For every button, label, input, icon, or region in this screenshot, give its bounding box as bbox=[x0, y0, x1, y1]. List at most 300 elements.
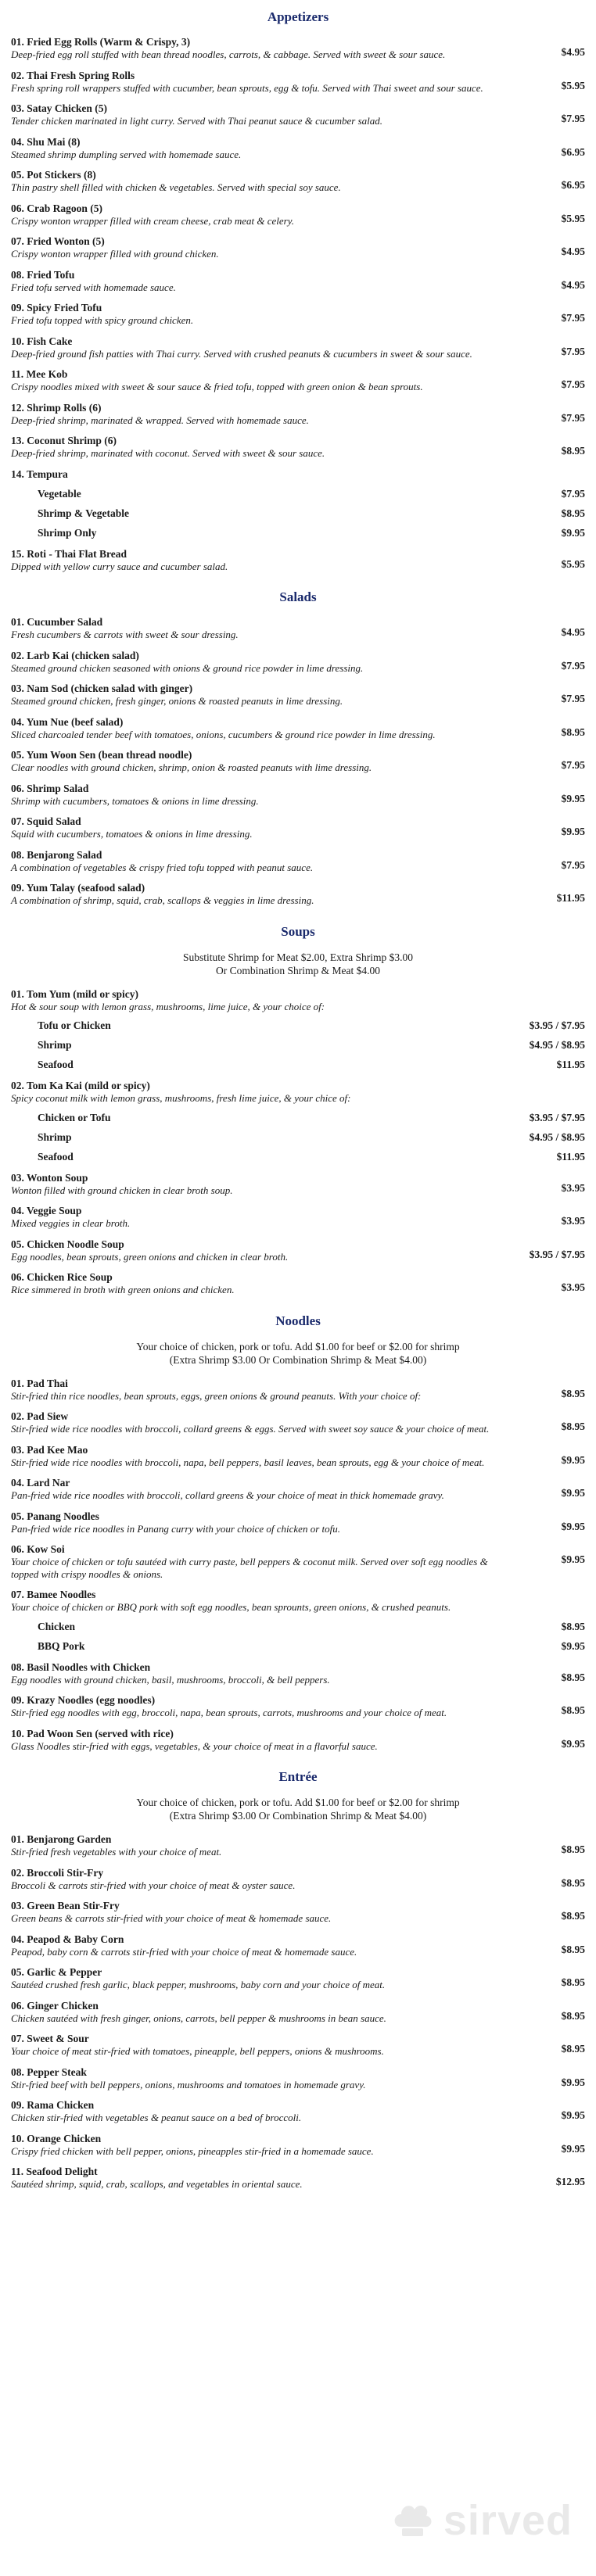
item-name: 09. Rama Chicken bbox=[11, 2099, 95, 2111]
item-name: 06. Ginger Chicken bbox=[11, 1999, 99, 2012]
menu-item bbox=[11, 1080, 585, 1105]
item-name: 02. Thai Fresh Spring Rolls bbox=[11, 69, 135, 81]
item-description: Pan-fried wide rice noodles with broccoli, collard greens & your choice of meat in thick homemade gravy. bbox=[11, 1489, 444, 1501]
watermark bbox=[389, 2496, 573, 2545]
menu-item-text bbox=[11, 2133, 515, 2158]
item-price: $3.95 bbox=[561, 1215, 585, 1227]
item-price: $8.95 bbox=[561, 1943, 585, 1955]
item-name: 01. Benjarong Garden bbox=[11, 1833, 112, 1845]
menu-item bbox=[11, 1933, 585, 1958]
menu-item bbox=[11, 1833, 585, 1858]
item-name: 05. Garlic & Pepper bbox=[11, 1966, 102, 1978]
subitem-price: $11.95 bbox=[556, 1150, 585, 1163]
menu-item bbox=[11, 616, 585, 641]
menu-item-text bbox=[11, 1900, 515, 1925]
item-description: Pan-fried wide rice noodles in Panang curry with your choice of chicken or tofu. bbox=[11, 1522, 340, 1535]
menu-item bbox=[11, 2133, 585, 2158]
item-description: Fresh cucumbers & carrots with sweet & sour dressing. bbox=[11, 629, 239, 640]
menu-item-text bbox=[11, 616, 515, 641]
item-description: A combination of shrimp, squid, crab, scallops & veggies in lime dressing. bbox=[11, 894, 314, 906]
item-name: 03. Nam Sod (chicken salad with ginger) bbox=[11, 683, 193, 694]
menu-item bbox=[11, 1410, 585, 1435]
menu-item-text bbox=[11, 1589, 515, 1614]
menu-item bbox=[11, 1172, 585, 1197]
item-name: 08. Fried Tofu bbox=[11, 268, 75, 281]
item-price: $8.95 bbox=[561, 1421, 585, 1432]
menu-item bbox=[11, 435, 585, 460]
item-name: 07. Squid Salad bbox=[11, 815, 81, 827]
menu-item bbox=[11, 1378, 585, 1403]
item-description: Crispy fried chicken with bell pepper, onions, pineapples stir-fried in a homemade sauce. bbox=[11, 2144, 374, 2157]
item-price: $9.95 bbox=[561, 826, 585, 837]
item-description: Your choice of chicken or BBQ pork with soft egg noodles, bean sprounts, green onions, & crushed peanuts. bbox=[11, 1601, 451, 1613]
menu-item bbox=[11, 1661, 585, 1686]
menu-item bbox=[11, 1966, 585, 1991]
menu-item-text bbox=[11, 1543, 515, 1580]
item-description: Squid with cucumbers, tomatoes & onions in lime dressing. bbox=[11, 828, 253, 840]
menu-item bbox=[11, 235, 585, 260]
item-name: 07. Fried Wonton (5) bbox=[11, 235, 105, 247]
menu-item bbox=[11, 1205, 585, 1230]
item-price: $7.95 bbox=[561, 659, 585, 672]
watermark-text: sirved bbox=[443, 2497, 573, 2544]
item-name: 05. Chicken Noodle Soup bbox=[11, 1238, 124, 1250]
item-price: $9.95 bbox=[561, 1520, 585, 1532]
item-price: $9.95 bbox=[561, 2076, 585, 2088]
subitem-name: Shrimp bbox=[38, 1130, 72, 1143]
item-description: Deep-fried egg roll stuffed with bean thread noodles, carrots, & cabbage. Served with sweet & sour sauce. bbox=[11, 48, 446, 60]
item-description: Crispy noodles mixed with sweet & sour sauce & fried tofu, topped with green onion & bean sprouts. bbox=[11, 381, 423, 392]
menu-item bbox=[11, 1477, 585, 1502]
subitem-name: Chicken bbox=[38, 1620, 76, 1632]
item-price: $12.95 bbox=[555, 2176, 585, 2187]
subitem-name: Seafood bbox=[38, 1059, 74, 1070]
menu-item bbox=[11, 1543, 585, 1580]
item-price bbox=[515, 1589, 585, 1599]
menu-item bbox=[11, 988, 585, 1013]
menu-item bbox=[11, 716, 585, 741]
section-title: Appetizers bbox=[267, 9, 329, 24]
item-description: Sautéed crushed fresh garlic, black pepper, mushrooms, baby corn and your choice of meat. bbox=[11, 1979, 386, 1990]
menu-item-text bbox=[11, 783, 515, 808]
subitem-price: $9.95 bbox=[561, 526, 585, 539]
menu-item-text bbox=[11, 1271, 515, 1296]
subitem-name: BBQ Pork bbox=[38, 1639, 85, 1652]
menu-item bbox=[11, 2033, 585, 2058]
menu-item bbox=[11, 402, 585, 427]
item-description: Crispy wonton wrapper filled with ground chicken. bbox=[11, 248, 219, 260]
menu-item bbox=[11, 202, 585, 228]
item-description: Fried tofu topped with spicy ground chicken. bbox=[11, 314, 194, 326]
subitem-price: $7.95 bbox=[561, 487, 585, 500]
item-name: 04. Peapod & Baby Corn bbox=[11, 1933, 124, 1945]
item-name: 06. Crab Ragoon (5) bbox=[11, 202, 102, 214]
menu-item bbox=[11, 2000, 585, 2025]
item-description: Shrimp with cucumbers, tomatoes & onions in lime dressing. bbox=[11, 794, 259, 807]
menu-item bbox=[11, 2166, 585, 2191]
subitem-price: $9.95 bbox=[561, 1639, 585, 1652]
item-name: 05. Panang Noodles bbox=[11, 1510, 99, 1522]
item-price: $8.95 bbox=[561, 726, 585, 738]
menu-item bbox=[11, 1444, 585, 1469]
menu-item-text bbox=[11, 815, 515, 840]
item-description: Stir-fried thin rice noodles, bean sprouts, eggs, green onions & ground peanuts. With your choice of: bbox=[11, 1389, 422, 1402]
menu-item bbox=[11, 683, 585, 708]
menu-item-text bbox=[11, 882, 515, 907]
menu-item bbox=[11, 882, 585, 907]
item-description: Green beans & carrots stir-fried with your choice of meat & homemade sauce. bbox=[11, 1912, 332, 1924]
subitem-price: $3.95 / $7.95 bbox=[529, 1019, 585, 1031]
item-price: $7.95 bbox=[561, 858, 585, 871]
item-name: 13. Coconut Shrimp (6) bbox=[11, 435, 117, 446]
item-price: $9.95 bbox=[561, 1553, 585, 1565]
menu-section-appetizers bbox=[11, 9, 585, 572]
item-description: Your choice of chicken or tofu sautéed with curry paste, bell peppers & coconut milk. Served over soft egg noodles & topped with crispy noodles & onions. bbox=[11, 1556, 488, 1580]
menu-item-text bbox=[11, 2000, 515, 2025]
menu-item-text bbox=[11, 1933, 515, 1958]
menu-item-text bbox=[11, 435, 515, 460]
section-note: Substitute Shrimp for Meat $2.00, Extra Shrimp $3.00 Or Combination Shrimp & Meat $4.00 bbox=[183, 951, 413, 976]
item-name: 03. Satay Chicken (5) bbox=[11, 102, 108, 114]
item-name: 09. Spicy Fried Tofu bbox=[11, 302, 102, 313]
subitem-name: Tofu or Chicken bbox=[38, 1019, 111, 1031]
item-name: 09. Yum Talay (seafood salad) bbox=[11, 882, 145, 894]
menu-subitem bbox=[38, 1039, 585, 1052]
item-description: Steamed ground chicken, fresh ginger, onions & roasted peanuts in lime dressing. bbox=[11, 695, 343, 707]
item-price: $9.95 bbox=[561, 1487, 585, 1499]
subitem-name: Seafood bbox=[38, 1150, 74, 1163]
menu-item-text bbox=[11, 1728, 515, 1753]
item-name: 11. Mee Kob bbox=[11, 368, 68, 380]
subitem-price: $4.95 / $8.95 bbox=[529, 1130, 585, 1143]
menu-item-text bbox=[11, 1661, 515, 1686]
menu-item-text bbox=[11, 402, 515, 427]
item-description: Chicken sautéed with fresh ginger, onions, carrots, bell pepper & mushrooms in bean sauce. bbox=[11, 2012, 386, 2024]
item-price: $7.95 bbox=[561, 411, 585, 424]
item-description: Stir-fried egg noodles with egg, broccoli, napa, bean sprouts, carrots, mushrooms and your choice of meat. bbox=[11, 1707, 447, 1718]
subitem-price: $3.95 / $7.95 bbox=[529, 1111, 585, 1123]
menu-section-entree bbox=[11, 1769, 585, 2191]
menu-item bbox=[11, 1271, 585, 1296]
item-price: $7.95 bbox=[561, 693, 585, 704]
item-price: $7.95 bbox=[561, 378, 585, 390]
item-name: 06. Chicken Rice Soup bbox=[11, 1271, 113, 1283]
item-description: Tender chicken marinated in light curry. Served with Thai peanut sauce & cucumber salad. bbox=[11, 115, 383, 127]
menu-item bbox=[11, 368, 585, 393]
item-price: $7.95 bbox=[561, 345, 585, 357]
menu-item-text bbox=[11, 2066, 515, 2091]
item-price: $8.95 bbox=[561, 1910, 585, 1922]
item-description: Wonton filled with ground chicken in clear broth soup. bbox=[11, 1184, 233, 1196]
item-price: $8.95 bbox=[561, 1704, 585, 1716]
menu-item-text bbox=[11, 2099, 515, 2124]
menu-item-text bbox=[11, 102, 515, 127]
menu-item-text bbox=[11, 468, 515, 481]
item-description: Crispy wonton wrapper filled with cream cheese, crab meat & celery. bbox=[11, 214, 295, 227]
menu-item bbox=[11, 1238, 585, 1263]
menu-item-text bbox=[11, 335, 515, 360]
item-price: $7.95 bbox=[561, 113, 585, 124]
subitem-price: $8.95 bbox=[561, 507, 585, 519]
item-name: 14. Tempura bbox=[11, 468, 68, 480]
menu-item-text bbox=[11, 1172, 515, 1197]
item-description: Spicy coconut milk with lemon grass, mushrooms, fresh lime juice, & your chice of: bbox=[11, 1092, 351, 1104]
menu-item-text bbox=[11, 202, 515, 228]
menu-item-text bbox=[11, 1080, 515, 1105]
item-price: $4.95 bbox=[561, 245, 585, 257]
menu-subitem bbox=[38, 1640, 585, 1653]
item-description: Stir-fried wide rice noodles with broccoli, napa, bell peppers, basil leaves, bean sprouts, egg & your choice of meat. bbox=[11, 1456, 485, 1468]
menu-item bbox=[11, 169, 585, 194]
menu-section-noodles bbox=[11, 1313, 585, 1753]
chef-hat-icon bbox=[389, 2497, 436, 2544]
menu-item-text bbox=[11, 1510, 515, 1535]
menu-item-text bbox=[11, 849, 515, 874]
item-name: 01. Pad Thai bbox=[11, 1377, 68, 1389]
menu-item bbox=[11, 1867, 585, 1892]
menu-item bbox=[11, 335, 585, 360]
subitem-name: Vegetable bbox=[38, 487, 81, 500]
menu-subitem bbox=[38, 1059, 585, 1071]
menu-item bbox=[11, 302, 585, 327]
item-name: 05. Yum Woon Sen (bean thread noodle) bbox=[11, 749, 192, 761]
menu-item-text bbox=[11, 1867, 515, 1892]
menu-item-text bbox=[11, 1410, 515, 1435]
item-name: 02. Larb Kai (chicken salad) bbox=[11, 649, 139, 661]
item-name: 01. Fried Egg Rolls (Warm & Crispy, 3) bbox=[11, 36, 191, 48]
item-description: Glass Noodles stir-fried with eggs, vegetables, & your choice of meat in a flavorful sauce. bbox=[11, 1739, 378, 1752]
menu-item bbox=[11, 849, 585, 874]
subitem-price: $11.95 bbox=[556, 1059, 585, 1070]
item-description: Sautéed shrimp, squid, crab, scallops, and vegetables in oriental sauce. bbox=[11, 2178, 303, 2190]
item-name: 03. Wonton Soup bbox=[11, 1171, 88, 1184]
menu-item-text bbox=[11, 1694, 515, 1719]
subitem-price: $8.95 bbox=[561, 1620, 585, 1632]
menu-item bbox=[11, 1900, 585, 1925]
section-note: Your choice of chicken, pork or tofu. Add $1.00 for beef or $2.00 for shrimp (Extra Shrimp $3.00 Or Combination Shrimp & Meat $4.00) bbox=[136, 1797, 460, 1822]
item-price: $3.95 bbox=[561, 1181, 585, 1194]
menu-item-text bbox=[11, 235, 515, 260]
item-price: $8.95 bbox=[561, 1671, 585, 1683]
menu-item-text bbox=[11, 302, 515, 327]
item-description: Hot & sour soup with lemon grass, mushrooms, lime juice, & your choice of: bbox=[11, 1000, 325, 1012]
item-name: 07. Sweet & Sour bbox=[11, 2033, 89, 2044]
item-name: 01. Cucumber Salad bbox=[11, 616, 103, 628]
item-name: 10. Orange Chicken bbox=[11, 2132, 102, 2144]
subitem-name: Shrimp bbox=[38, 1039, 72, 1051]
item-price: $8.95 bbox=[561, 2043, 585, 2055]
item-name: 07. Bamee Noodles bbox=[11, 1589, 96, 1600]
menu-item bbox=[11, 783, 585, 808]
item-price: $8.95 bbox=[561, 1876, 585, 1889]
menu-subitem bbox=[38, 1131, 585, 1144]
item-description: Broccoli & carrots stir-fried with your choice of meat & oyster sauce. bbox=[11, 1879, 296, 1891]
menu-item-text bbox=[11, 1833, 515, 1858]
menu-item-text bbox=[11, 1205, 515, 1230]
menu-item-text bbox=[11, 2033, 515, 2058]
menu-item bbox=[11, 36, 585, 61]
item-price: $8.95 bbox=[561, 2009, 585, 2022]
menu-item-text bbox=[11, 169, 515, 194]
menu-item bbox=[11, 1728, 585, 1753]
section-title: Entrée bbox=[278, 1769, 318, 1784]
item-price: $3.95 / $7.95 bbox=[529, 1248, 585, 1260]
item-description: Steamed shrimp dumpling served with homemade sauce. bbox=[11, 148, 242, 160]
item-description: Deep-fried ground fish patties with Thai curry. Served with crushed peanuts & cucumbers in sweet & sour sauce. bbox=[11, 347, 472, 360]
item-price: $9.95 bbox=[561, 1737, 585, 1750]
menu-item-text bbox=[11, 1444, 515, 1469]
menu-section-soups bbox=[11, 924, 585, 1296]
section-title: Noodles bbox=[275, 1313, 321, 1328]
item-description: Deep-fried shrimp, marinated with coconut. Served with sweet & sour sauce. bbox=[11, 447, 325, 459]
item-price: $3.95 bbox=[561, 1281, 585, 1293]
menu-item bbox=[11, 1694, 585, 1719]
item-name: 04. Shu Mai (8) bbox=[11, 135, 81, 148]
menu-item bbox=[11, 136, 585, 161]
subitem-price: $4.95 / $8.95 bbox=[529, 1039, 585, 1051]
menu-section-salads bbox=[11, 589, 585, 907]
item-description: Thin pastry shell filled with chicken & vegetables. Served with special soy sauce. bbox=[11, 181, 341, 193]
menu-item bbox=[11, 102, 585, 127]
menu-item bbox=[11, 468, 585, 481]
item-price bbox=[515, 1080, 585, 1090]
menu-item bbox=[11, 2099, 585, 2124]
menu-item bbox=[11, 1510, 585, 1535]
item-name: 06. Shrimp Salad bbox=[11, 782, 89, 794]
item-description: Your choice of meat stir-fried with tomatoes, pineapple, bell peppers, onions & mushrooms. bbox=[11, 2045, 384, 2057]
item-name: 02. Pad Siew bbox=[11, 1410, 69, 1422]
menu-item-text bbox=[11, 1966, 515, 1991]
item-name: 12. Shrimp Rolls (6) bbox=[11, 401, 102, 414]
menu-subitem bbox=[38, 1112, 585, 1124]
item-name: 08. Basil Noodles with Chicken bbox=[11, 1661, 151, 1673]
subitem-name: Shrimp Only bbox=[38, 526, 97, 539]
item-name: 09. Krazy Noodles (egg noodles) bbox=[11, 1694, 156, 1706]
item-price: $8.95 bbox=[561, 1976, 585, 1988]
item-name: 05. Pot Stickers (8) bbox=[11, 169, 96, 181]
item-description: Egg noodles with ground chicken, basil, mushrooms, broccoli, & bell peppers. bbox=[11, 1673, 330, 1686]
menu-item-text bbox=[11, 1378, 515, 1403]
menu-item bbox=[11, 815, 585, 840]
menu-item-text bbox=[11, 2166, 515, 2191]
item-description: Mixed veggies in clear broth. bbox=[11, 1217, 131, 1229]
item-description: Egg noodles, bean sprouts, green onions and chicken in clear broth. bbox=[11, 1250, 289, 1263]
menu-item-text bbox=[11, 749, 515, 774]
item-price: $8.95 bbox=[561, 445, 585, 457]
menu-item bbox=[11, 269, 585, 294]
menu-item bbox=[11, 650, 585, 675]
item-price: $7.95 bbox=[561, 312, 585, 324]
item-description: Chicken stir-fried with vegetables & peanut sauce on a bed of broccoli. bbox=[11, 2112, 302, 2123]
menu-subitem bbox=[38, 527, 585, 539]
item-price: $6.95 bbox=[561, 179, 585, 191]
item-price: $9.95 bbox=[561, 792, 585, 804]
item-name: 04. Yum Nue (beef salad) bbox=[11, 715, 124, 728]
menu-item bbox=[11, 2066, 585, 2091]
item-name: 15. Roti - Thai Flat Bread bbox=[11, 547, 127, 560]
subitem-name: Shrimp & Vegetable bbox=[38, 507, 130, 519]
item-description: Dipped with yellow curry sauce and cucumber salad. bbox=[11, 560, 228, 572]
menu-item-text bbox=[11, 1477, 515, 1502]
item-name: 04. Lard Nar bbox=[11, 1477, 70, 1489]
menu-subitem bbox=[38, 1151, 585, 1163]
menu-subitem bbox=[38, 1621, 585, 1633]
item-price: $5.95 bbox=[561, 79, 585, 91]
menu-item-text bbox=[11, 36, 515, 61]
item-description: Stir-fried fresh vegetables with your choice of meat. bbox=[11, 1846, 222, 1858]
menu-item-text bbox=[11, 988, 515, 1013]
item-name: 11. Seafood Delight bbox=[11, 2166, 98, 2177]
menu-item-text bbox=[11, 1238, 515, 1263]
item-price: $9.95 bbox=[561, 2142, 585, 2155]
menu-item bbox=[11, 548, 585, 573]
item-price: $8.95 bbox=[561, 1843, 585, 1855]
item-price bbox=[515, 988, 585, 998]
menu-item-text bbox=[11, 269, 515, 294]
section-title: Salads bbox=[279, 589, 317, 604]
item-description: Peapod, baby corn & carrots stir-fried with your choice of meat & homemade sauce. bbox=[11, 1945, 357, 1958]
item-description: Deep-fried shrimp, marinated & wrapped. Served with homemade sauce. bbox=[11, 414, 309, 426]
item-description: Fresh spring roll wrappers stuffed with cucumber, bean sprouts, egg & tofu. Served with Thai sweet and sour sauce. bbox=[11, 81, 483, 94]
item-description: Fried tofu served with homemade sauce. bbox=[11, 281, 176, 293]
item-price: $9.95 bbox=[561, 2109, 585, 2121]
subitem-name: Chicken or Tofu bbox=[38, 1111, 111, 1123]
item-price: $11.95 bbox=[556, 892, 585, 904]
item-name: 01. Tom Yum (mild or spicy) bbox=[11, 987, 139, 1000]
menu-item-text bbox=[11, 650, 515, 675]
menu-item bbox=[11, 749, 585, 774]
item-description: Steamed ground chicken seasoned with onions & ground rice powder in lime dressing. bbox=[11, 661, 364, 674]
menu-item bbox=[11, 70, 585, 95]
menu-item-text bbox=[11, 368, 515, 393]
item-name: 04. Veggie Soup bbox=[11, 1205, 82, 1216]
item-price: $9.95 bbox=[561, 1453, 585, 1466]
menu-subitem bbox=[38, 488, 585, 500]
item-name: 10. Fish Cake bbox=[11, 335, 73, 347]
item-price: $4.95 bbox=[561, 46, 585, 58]
item-name: 08. Benjarong Salad bbox=[11, 848, 102, 861]
menu-item-text bbox=[11, 716, 515, 741]
item-description: Rice simmered in broth with green onions and chicken. bbox=[11, 1284, 235, 1295]
section-note: Your choice of chicken, pork or tofu. Add $1.00 for beef or $2.00 for shrimp (Extra Shrimp $3.00 Or Combination Shrimp & Meat $4.00) bbox=[136, 1340, 460, 1366]
menu-item-text bbox=[11, 70, 515, 95]
item-price: $8.95 bbox=[561, 1387, 585, 1399]
item-description: Sliced charcoaled tender beef with tomatoes, onions, cucumbers & ground rice powder in lime dressing. bbox=[11, 728, 436, 740]
section-title: Soups bbox=[281, 923, 315, 939]
menu-subitem bbox=[38, 507, 585, 520]
item-name: 03. Pad Kee Mao bbox=[11, 1443, 88, 1456]
menu-subitem bbox=[38, 1019, 585, 1032]
item-name: 08. Pepper Steak bbox=[11, 2065, 87, 2078]
item-name: 10. Pad Woon Sen (served with rice) bbox=[11, 1727, 174, 1739]
menu-item bbox=[11, 1589, 585, 1614]
item-price: $7.95 bbox=[561, 759, 585, 771]
item-name: 02. Tom Ka Kai (mild or spicy) bbox=[11, 1080, 150, 1091]
item-price: $5.95 bbox=[561, 557, 585, 570]
item-description: A combination of vegetables & crispy fried tofu topped with peanut sauce. bbox=[11, 861, 314, 873]
item-name: 03. Green Bean Stir-Fry bbox=[11, 1900, 120, 1911]
menu-item-text bbox=[11, 683, 515, 708]
item-price: $6.95 bbox=[561, 145, 585, 158]
item-price: $5.95 bbox=[561, 212, 585, 224]
item-name: 06. Kow Soi bbox=[11, 1543, 65, 1555]
item-description: Stir-fried wide rice noodles with broccoli, collard greens & eggs. Served with sweet soy sauce & your choice of meat. bbox=[11, 1423, 490, 1435]
menu-item-text bbox=[11, 136, 515, 161]
item-price: $4.95 bbox=[561, 278, 585, 291]
item-name: 02. Broccoli Stir-Fry bbox=[11, 1866, 104, 1879]
item-price: $4.95 bbox=[561, 626, 585, 638]
menu-item-text bbox=[11, 548, 515, 573]
